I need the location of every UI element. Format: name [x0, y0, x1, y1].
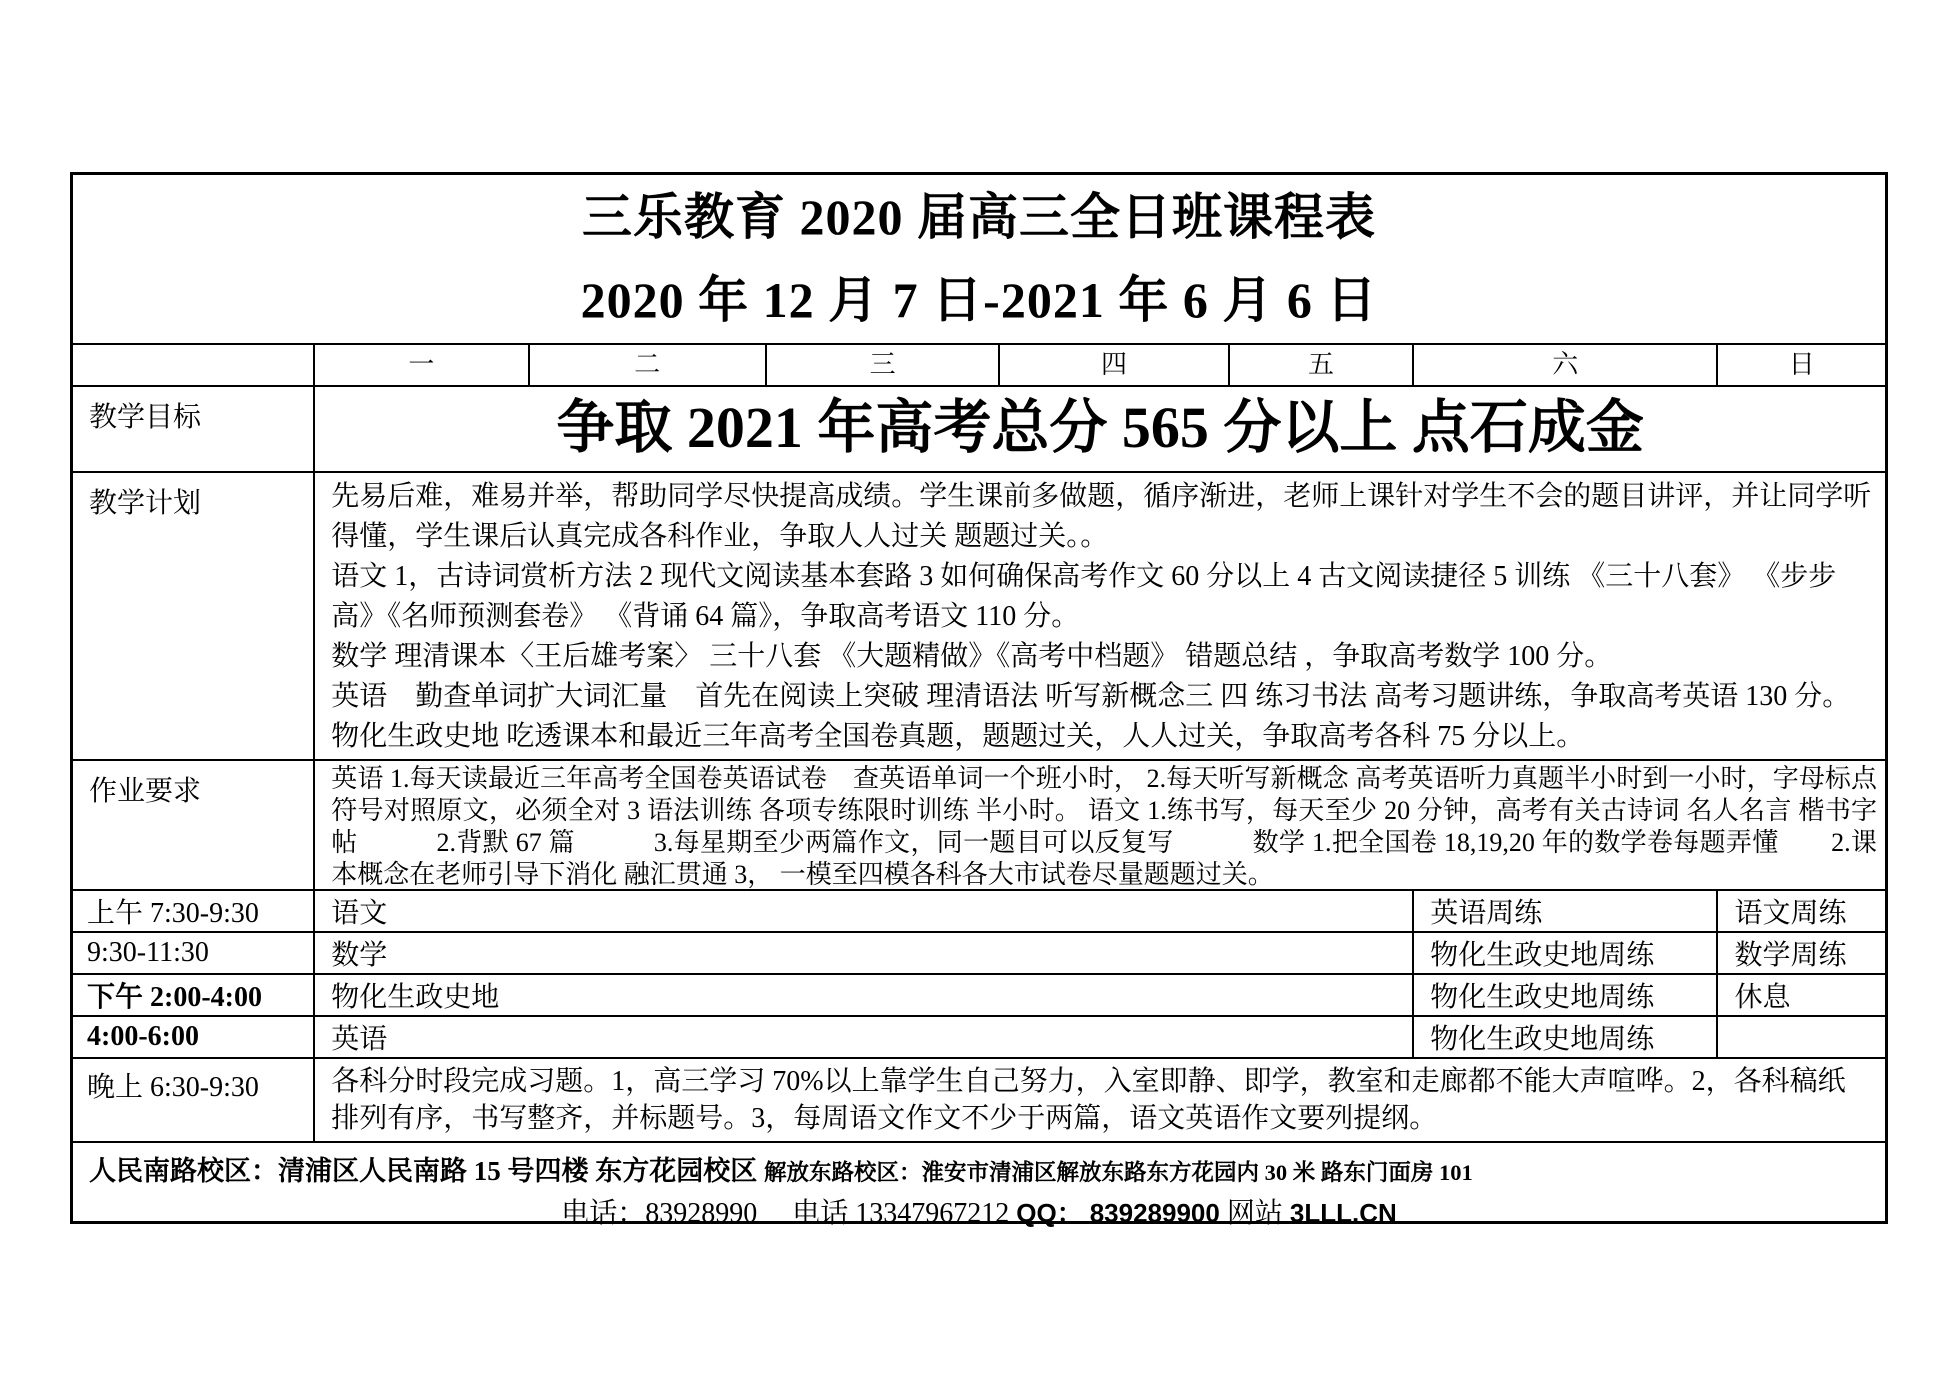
- contact-qq-label: QQ：: [1016, 1198, 1083, 1228]
- day-header-tue: 二: [530, 345, 767, 385]
- time-slot-label: 下午 2:00-4:00: [73, 975, 315, 1015]
- subject-cell-sat: 英语周练: [1414, 891, 1718, 931]
- teaching-plan-row: [73, 473, 1885, 761]
- subject-cell-sun: [1718, 1017, 1885, 1057]
- footer-row: [73, 1143, 1885, 1229]
- teaching-plan-label: 教学计划: [73, 473, 315, 759]
- day-header-sun: 日: [1788, 350, 1815, 379]
- campus-main: 人民南路校区：清浦区人民南路 15 号四楼 东方花园校区: [89, 1156, 758, 1186]
- day-header-mon: 一: [315, 345, 529, 385]
- date-range: 2020 年 12 月 7 日-2021 年 6 月 6 日: [580, 272, 1378, 328]
- contact-qq-value: 839289900: [1089, 1198, 1220, 1228]
- page-title: 三乐教育 2020 届高三全日班课程表: [582, 189, 1376, 245]
- campus-info: [73, 1143, 1885, 1188]
- subject-cell-weekday: 物化生政史地: [315, 975, 1414, 1015]
- teaching-goal-label: 教学目标: [73, 387, 315, 471]
- plan-paragraph-general: 先易后难，难易并举，帮助同学尽快提高成绩。学生课前多做题，循序渐进，老师上课针对学生不会的题目讲评，并让同学听得懂，学生课后认真完成各科作业，争取人人过关 题题过关。。: [331, 481, 1872, 552]
- subject-cell-sun: 数学周练: [1734, 940, 1847, 971]
- teaching-plan-text: [315, 473, 1885, 759]
- campus-east: 解放东路校区：淮安市清浦区解放东路东方花园内 30 米 路东门面房 101: [764, 1160, 1473, 1185]
- evening-note: 各科分时段完成习题。1，高三学习 70%以上靠学生自己努力，入室即静、即学，教室和走廊都不能大声喧哗。2，各科稿纸排列有序，书写整齐，并标题号。3，每周语文作文不少于两篇，语文英语作文要列提纲。: [331, 1066, 1846, 1134]
- time-slot-label: 晚上 6:30-9:30: [73, 1059, 315, 1141]
- plan-paragraph-math: 数学 理清课本〈王后雄考案〉 三十八套 《大题精做》《高考中档题》 错题总结 ，争取高考数学 100 分。: [331, 641, 1613, 672]
- time-slot-label: 4:00-6:00: [73, 1017, 315, 1057]
- subject-cell-sun: 语文周练: [1734, 898, 1847, 929]
- subject-cell-weekday: 语文: [315, 891, 1414, 931]
- contact-info: [73, 1191, 1885, 1231]
- schedule-row-evening: [73, 1059, 1885, 1143]
- contact-site-value: 3LLL.CN: [1289, 1198, 1397, 1228]
- teaching-goal-text: 争取 2021 年高考总分 565 分以上 点石成金: [556, 395, 1644, 460]
- teaching-goal-row: [73, 387, 1885, 473]
- subject-cell-sat: 物化生政史地周练: [1414, 933, 1718, 973]
- homework-text: 英语 1.每天读最近三年高考全国卷英语试卷 查英语单词一个班小时， 2.每天听写新概念 高考英语听力真题半小时到一小时，字母标点符号对照原文，必须全对 3 语法训练 各项专练限时训练 半小时。 语文 1.练书写，每天至少 20 分钟，高考有关古诗词 名人名言 楷书字帖 2.背默 67 篇 3.每星期至少两篇作文，同一题目可以反复写 数学 1.把全国卷 18,19,20 年的数学卷每题弄懂 2.课本概念在老师引导下消化 融汇贯通 3， 一模至四模各科各大市试卷尽量题题过关。: [331, 764, 1877, 889]
- title-block: [73, 175, 1885, 345]
- schedule-row-morning1: [73, 891, 1885, 933]
- plan-paragraph-chinese: 语文 1，古诗词赏析方法 2 现代文阅读基本套路 3 如何确保高考作文 60 分以上 4 古文阅读捷径 5 训练 《三十八套》 《步步高》《名师预测套卷》 《背诵 64 篇》，争取高考语文 110 分。: [331, 561, 1837, 632]
- schedule-row-afternoon2: [73, 1017, 1885, 1059]
- weekday-header-row: [73, 345, 1885, 387]
- day-header-sat: 六: [1414, 345, 1718, 385]
- day-header-fri: 五: [1230, 345, 1414, 385]
- homework-label: 作业要求: [73, 761, 315, 889]
- day-header-empty: [73, 345, 315, 385]
- contact-site-label: 网站: [1226, 1198, 1290, 1229]
- plan-paragraph-science: 物化生政史地 吃透课本和最近三年高考全国卷真题，题题过关，人人过关，争取高考各科 75 分以上。: [331, 721, 1585, 752]
- subject-cell-sat: 物化生政史地周练: [1414, 975, 1718, 1015]
- subject-cell-sat: 物化生政史地周练: [1414, 1017, 1718, 1057]
- plan-paragraph-english: 英语 勤查单词扩大词汇量 首先在阅读上突破 理清语法 听写新概念三 四 练习书法 高考习题讲练，争取高考英语 130 分。: [331, 681, 1851, 712]
- time-slot-label: 上午 7:30-9:30: [73, 891, 315, 931]
- subject-cell-sun: 休息: [1734, 982, 1791, 1013]
- contact-phones: 电话：83928990 电话 13347967212: [561, 1198, 1017, 1229]
- time-slot-label: 9:30-11:30: [73, 933, 315, 973]
- schedule-table: [70, 172, 1888, 1229]
- homework-row: [73, 761, 1885, 891]
- subject-cell-weekday: 数学: [315, 933, 1414, 973]
- day-header-thu: 四: [1000, 345, 1229, 385]
- schedule-row-afternoon1: [73, 975, 1885, 1017]
- day-header-wed: 三: [767, 345, 1000, 385]
- subject-cell-weekday: 英语: [315, 1017, 1414, 1057]
- schedule-row-morning2: [73, 933, 1885, 975]
